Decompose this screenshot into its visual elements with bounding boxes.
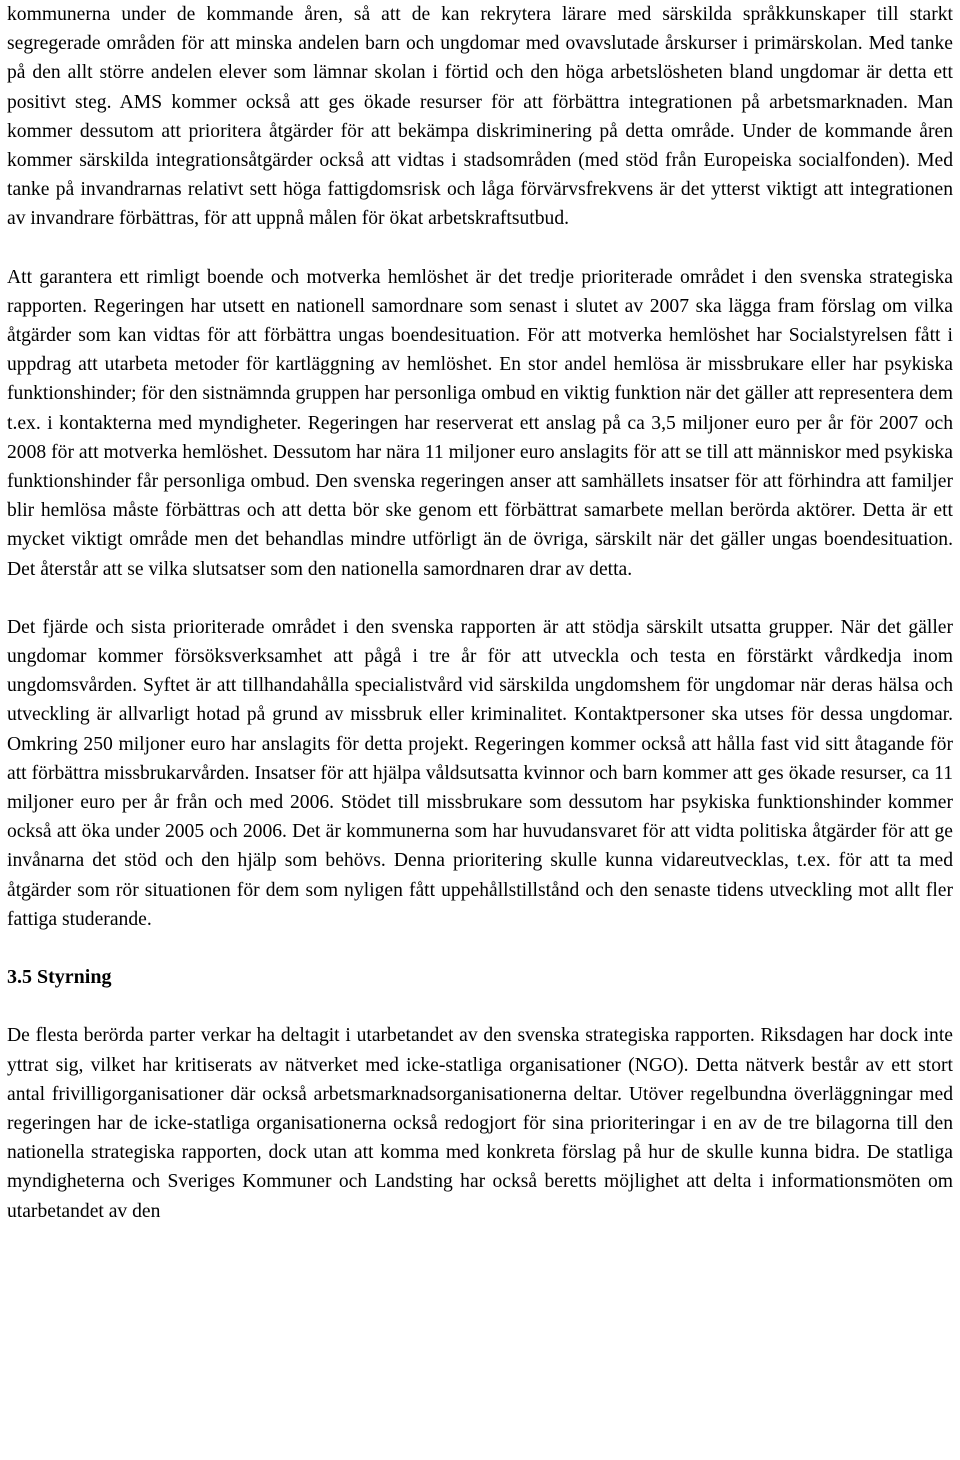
paragraph-integration: kommunerna under de kommande åren, så att de kan rekrytera lärare med särskilda språkkunskaper till starkt segregerade områden för att minska andelen barn och ungdomar med ovavslutade årskurser i primärskolan. Med tanke på den allt större andelen elever som lämnar skolan i förtid och den höga arbetslösheten bland ungdomar är detta ett positivt steg. AMS kommer också att ges ökade resurser för att förbättra integrationen på arbetsmarknaden. Man kommer dessutom att prioritera åtgärder för att bekämpa diskriminering på detta område. Under de kommande åren kommer särskilda integrationsåtgärder också att vidtas i stadsområden (med stöd från Europeiska socialfonden). Med tanke på invandrarnas relativt sett höga fattigdomsrisk och låga förvärvsfrekvens är det ytterst viktigt att integrationen av invandrare förbättras, för att uppnå målen för ökat arbetskraftsutbud. bbox=[7, 4, 953, 230]
paragraph-gap bbox=[7, 992, 953, 1021]
paragraph-vulnerable-groups: Det fjärde och sista prioriterade området i den svenska rapporten är att stödja särskilt utsatta grupper. När det gäller ungdomar kommer försöksverksamhet att pågå i tre år för att utveckla och testa en förstärkt vårdkedja inom ungdomsvården. Syftet är att tillhandahålla specialistvård vid särskilda ungdomshem för ungdomar när deras hälsa och utveckling är allvarligt hotad på grund av missbruk eller kriminalitet. Kontaktpersoner ska utses för dessa ungdomar. Omkring 250 miljoner euro har anslagits för detta projekt. Regeringen kommer också att hålla fast vid sitt åtagande för att förbättra missbrukarvården. Insatser för att hjälpa våldsutsatta kvinnor och barn kommer att ges ökade resurser, ca 11 miljoner euro per år från och med 2006. Stödet till missbrukare som dessutom har psykiska funktionshinder kommer också att öka under 2005 och 2006. Det är kommunerna som har huvudansvaret för att vidta politiska åtgärder för att ge invånarna det stöd och den hjälp som behövs. Denna prioritering skulle kunna vidareutvecklas, t.ex. för att ta med åtgärder som rör situationen för dem som nyligen fått uppehållstillstånd och den senaste tidens utveckling mot allt fler fattiga studerande. bbox=[7, 616, 953, 930]
paragraph-gap bbox=[7, 584, 953, 613]
paragraph-gap bbox=[7, 234, 953, 263]
paragraph-gap bbox=[7, 934, 953, 963]
paragraph-governance: De flesta berörda parter verkar ha deltagit i utarbetandet av den svenska strategiska rapporten. Riksdagen har dock inte yttrat sig, vilket har kritiserats av nätverket med icke-statliga organisationer (NGO). Detta nätverk består av ett stort antal frivilligorganisationer där också arbetsmarknadsorganisationerna deltar. Utöver regelbundna överläggningar med regeringen har de icke-statliga organisationerna också redogjort för sina prioriteringar i en av de tre bilagorna till den nationella strategiska rapporten, dock utan att komma med konkreta förslag på hur de skulle kunna bidra. De statliga myndigheterna och Sveriges Kommuner och Landsting har också beretts möjlighet att delta i informationsmöten om utarbetandet av den bbox=[7, 1025, 953, 1222]
section-heading: 3.5 Styrning bbox=[7, 966, 112, 989]
document-page bbox=[7, 0, 953, 1226]
paragraph-housing: Att garantera ett rimligt boende och motverka hemlöshet är det tredje prioriterade området i den svenska strategiska rapporten. Regeringen har utsett en nationell samordnare som senast i slutet av 2007 ska lägga fram förslag om vilka åtgärder som kan vidtas för att förbättra ungas boendesituation. För att motverka hemlöshet har Socialstyrelsen fått i uppdrag att utarbeta metoder för kartläggning av hemlöshet. En stor andel hemlösa är missbrukare eller har psykiska funktionshinder; för den sistnämnda gruppen har personliga ombud en viktig funktion när det gäller att representera dem t.ex. i kontakterna med myndigheter. Regeringen har reserverat ett anslag på ca 3,5 miljoner euro per år för 2007 och 2008 för att motverka hemlöshet. Dessutom har nära 11 miljoner euro anslagits för att se till att människor med psykiska funktionshinder får personliga ombud. Den svenska regeringen anser att samhällets insatser för att förhindra att familjer blir hemlösa måste förbättras och att detta bör ske genom ett förbättrat samarbete mellan berörda aktörer. Detta är ett mycket viktigt område men det behandlas mindre utförligt än de övriga, särskilt när det gäller ungas boendesituation. Det återstår att se vilka slutsatser som den nationella samordnaren drar av detta. bbox=[7, 266, 953, 580]
